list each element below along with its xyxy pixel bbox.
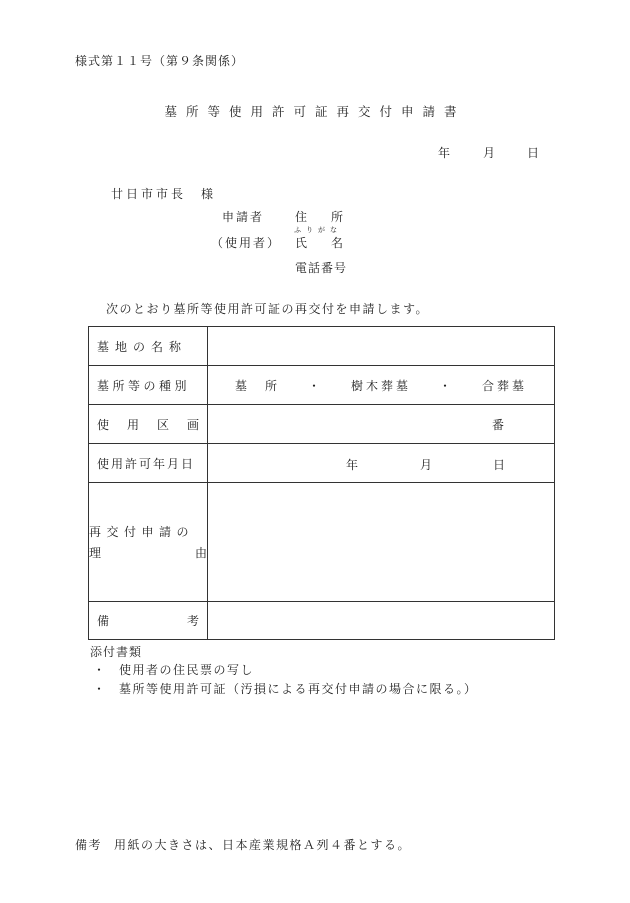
tel-label: 電話番号 <box>295 261 348 275</box>
bullet-icon: ・ <box>93 682 107 696</box>
user-label: （使用者） <box>211 236 282 250</box>
name-label: 氏名 <box>295 236 368 250</box>
intro-text: 次のとおり墓所等使用許可証の再交付を申請します。 <box>106 302 430 316</box>
permit-date-label-cell <box>89 444 208 483</box>
document-title: 墓所等使用許可証再交付申請書 <box>164 104 466 119</box>
section-suffix: 番 <box>491 417 504 432</box>
attachment-item-text: 使用者の住民票の写し <box>119 663 255 677</box>
type-label-cell <box>89 366 208 405</box>
type-label: 墓所等の種別 <box>97 378 191 393</box>
permit-date-year: 年 <box>346 458 359 472</box>
reason-label-line2: 理 由 <box>89 546 207 560</box>
section-label: 使 用 区 画 <box>97 417 199 432</box>
remarks-head: 備考 <box>75 838 103 852</box>
remarks-text: 用紙の大きさは、日本産業規格Ａ列４番とする。 <box>114 838 412 852</box>
permit-date-field[interactable] <box>208 444 555 483</box>
type-separator: ・ <box>439 378 455 393</box>
attachment-item-text: 墓所等使用許可証（汚損による再交付申請の場合に限る。） <box>119 682 478 696</box>
cemetery-name-label: 墓地の名称 <box>97 339 188 354</box>
permit-date-label: 使用許可年月日 <box>97 456 196 471</box>
reason-label-line1: 再交付申請の <box>89 525 195 539</box>
form-number: 様式第１１号（第９条関係） <box>75 54 245 68</box>
note-label: 備 考 <box>97 614 199 628</box>
bullet-icon: ・ <box>93 663 107 677</box>
attachment-item <box>93 661 254 678</box>
reason-field[interactable] <box>208 483 555 602</box>
permit-date-day: 日 <box>493 458 506 472</box>
applicant-label: 申請者 <box>222 210 265 224</box>
attachments-title: 添付書類 <box>90 645 143 659</box>
furigana-label: ふりがな <box>294 226 342 234</box>
table-row-cemetery-name <box>89 327 555 366</box>
date-year-label: 年 <box>438 146 451 160</box>
date-month-label: 月 <box>483 146 496 160</box>
cemetery-name-field[interactable] <box>208 327 555 366</box>
type-option-joint-burial[interactable]: 合葬墓 <box>482 378 528 393</box>
note-field[interactable] <box>208 602 555 640</box>
permit-date-month: 月 <box>420 458 433 472</box>
address-label: 住所 <box>295 210 368 224</box>
type-option-tree-burial[interactable]: 樹木葬墓 <box>350 378 411 393</box>
table-row-type <box>89 366 555 405</box>
table-row-permit-date <box>89 444 555 483</box>
reason-label-cell <box>89 483 208 602</box>
attachment-item <box>93 680 478 697</box>
addressee: 廿日市市長 様 <box>111 187 217 201</box>
table-row-reason <box>89 483 555 602</box>
table-row-note <box>89 602 555 640</box>
type-option-grave[interactable]: 墓 所 <box>234 378 280 393</box>
section-label-cell <box>89 405 208 444</box>
note-label-cell <box>89 602 208 640</box>
date-day-label: 日 <box>527 146 540 160</box>
type-separator: ・ <box>307 378 323 393</box>
type-field[interactable] <box>208 366 555 405</box>
application-table <box>88 326 555 640</box>
cemetery-name-label-cell <box>89 327 208 366</box>
section-field[interactable] <box>208 405 555 444</box>
table-row-section <box>89 405 555 444</box>
remarks <box>75 836 411 853</box>
